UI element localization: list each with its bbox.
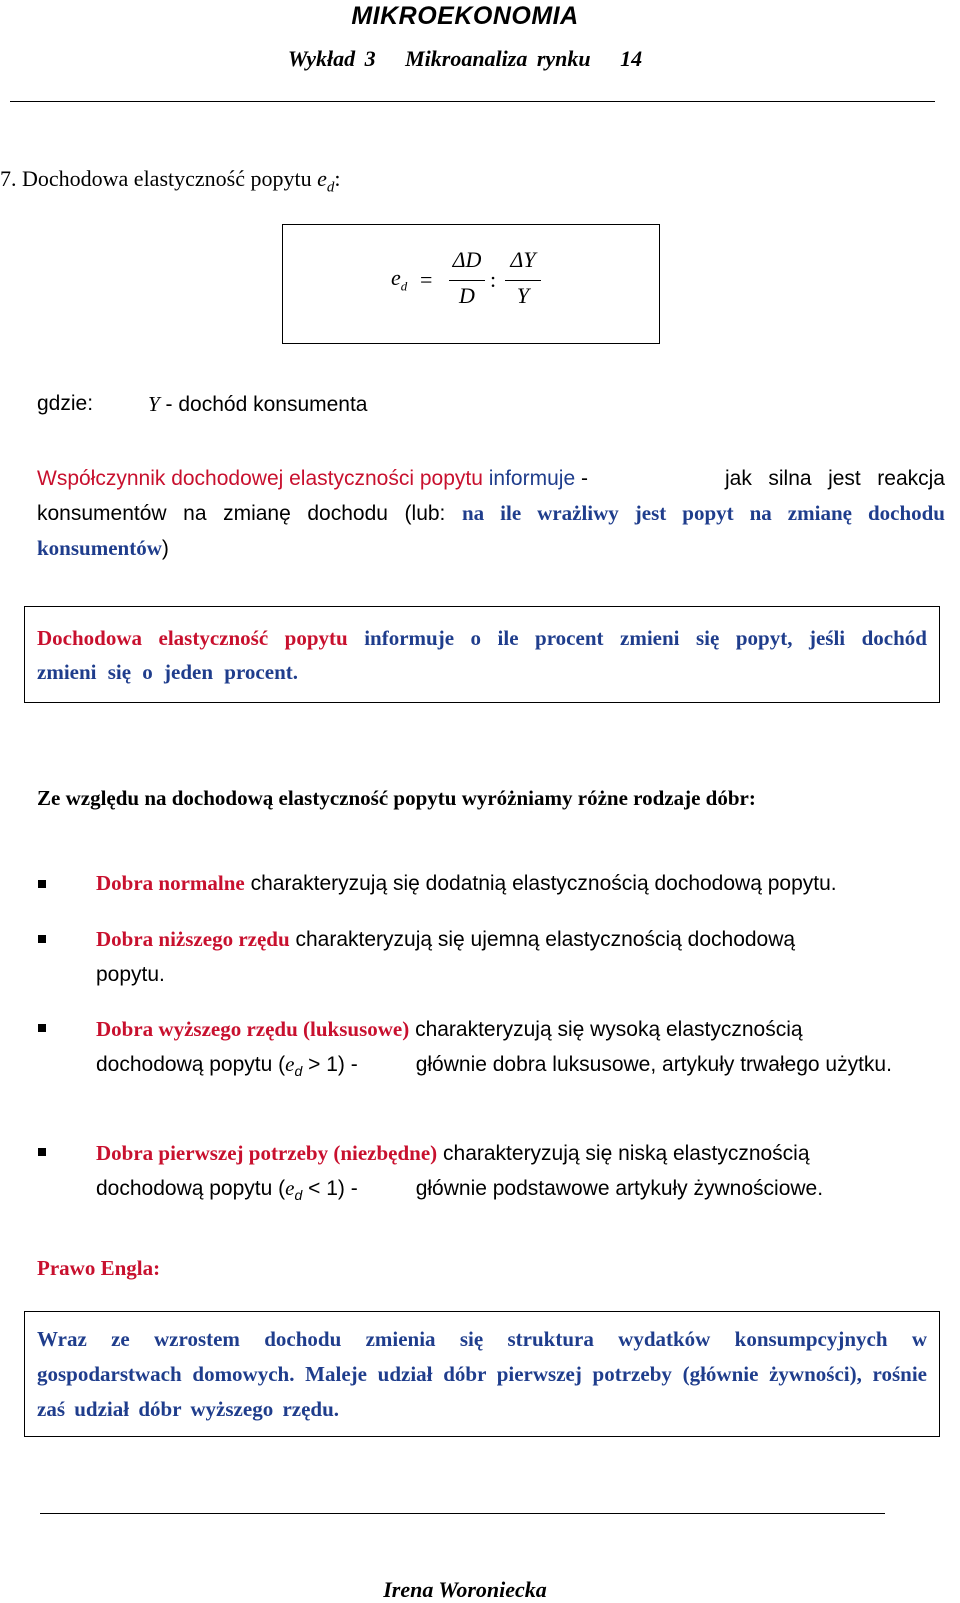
item-term: Dobra normalne xyxy=(96,871,245,895)
definition-body: informuje o ile procent zmieni się popyt, jeśli dochód zmieni się o jeden procent. xyxy=(37,626,927,684)
section-title: Dochodowa elastyczność popytu xyxy=(22,166,312,191)
formula-operator: : xyxy=(490,267,497,292)
fraction-line-1 xyxy=(449,280,485,281)
item-symbol-sub: d xyxy=(294,1063,303,1080)
formula-box xyxy=(282,224,660,344)
formula-numerator-1: ΔD xyxy=(452,247,482,272)
item-text: charakteryzują się niską elastycznością dochodową popytu ( xyxy=(96,1142,810,1200)
item-condition: > 1) - xyxy=(302,1053,358,1076)
section-symbol: e xyxy=(317,166,327,191)
item-term: Dobra niższego rzędu xyxy=(96,927,290,951)
item-text: charakteryzują się ujemną elastycznością dochodową popytu. xyxy=(96,928,796,986)
item-examples: głównie dobra luksusowe, artykuły trwałego użytku. xyxy=(415,1053,892,1076)
list-item-normal-goods xyxy=(96,866,916,901)
info-close-paren: ) xyxy=(161,537,169,560)
where-label: gdzie: xyxy=(37,392,94,415)
info-sensitivity-text: na ile wrażliwy jest popyt na zmianę dochodu konsumentów xyxy=(37,501,945,560)
informs-word: informuje xyxy=(488,467,576,490)
item-symbol-sub: d xyxy=(294,1187,303,1204)
list-item-inferior-goods xyxy=(96,922,866,992)
section-symbol-sub: d xyxy=(326,179,335,196)
coefficient-term: Współczynnik dochodowej elastyczności popytu xyxy=(37,467,483,490)
document-title: MIKROEKONOMIA xyxy=(351,2,579,30)
header-divider xyxy=(10,101,935,102)
lecture-number: Wykład 3 xyxy=(287,46,376,71)
list-item-luxury-goods xyxy=(96,1012,896,1089)
info-dash: - xyxy=(575,467,588,490)
bullet-icon xyxy=(38,1148,46,1156)
footer-divider xyxy=(40,1513,885,1514)
formula-lhs-symbol: e xyxy=(391,265,401,290)
bullet-icon xyxy=(38,935,46,943)
definition-term: Dochodowa elastyczność popytu xyxy=(37,626,348,650)
formula-lhs xyxy=(391,265,407,294)
engel-law-title: Prawo Engla: xyxy=(37,1256,161,1280)
item-term: Dobra pierwszej potrzeby (niezbędne) xyxy=(96,1141,438,1165)
engel-law-text: Wraz ze wzrostem dochodu zmienia się struktura wydatków konsumpcyjnych w gospodarstwach domowych. Maleje udział dóbr pierwszej potrzeby (głównie żywności), rośnie zaś udział dóbr wyższego rzędu. xyxy=(37,1327,927,1421)
where-definition xyxy=(148,392,367,417)
item-text: charakteryzują się wysoką elastycznością dochodową popytu ( xyxy=(96,1018,803,1076)
item-text: charakteryzują się dodatnią elastycznością dochodową popytu. xyxy=(244,872,837,895)
item-examples: głównie podstawowe artykuły żywnościowe. xyxy=(415,1177,824,1200)
item-term: Dobra wyższego rzędu (luksusowe) xyxy=(96,1017,410,1041)
info-plain-text: jak silna jest reakcja konsumentów na zmianę dochodu (lub: xyxy=(37,467,945,525)
item-symbol: e xyxy=(285,1176,295,1200)
lecture-header xyxy=(0,46,930,72)
formula-denominator-1: D xyxy=(459,283,475,308)
bullet-icon xyxy=(38,1024,46,1032)
section-colon: : xyxy=(334,166,341,191)
lecture-topic: Mikroanaliza rynku xyxy=(405,46,591,71)
bullet-icon xyxy=(38,880,46,888)
list-item-necessity-goods xyxy=(96,1136,906,1213)
formula-denominator-2: Y xyxy=(516,283,530,308)
fraction-line-2 xyxy=(505,280,541,281)
where-variable: Y xyxy=(148,392,160,416)
formula-equals: = xyxy=(420,267,433,292)
definition-text xyxy=(37,621,927,689)
author-name: Irena Woroniecka xyxy=(383,1577,547,1602)
formula-numerator-2: ΔY xyxy=(510,247,536,272)
item-condition: < 1) - xyxy=(302,1177,358,1200)
formula-lhs-sub: d xyxy=(400,278,408,294)
section-number: 7. xyxy=(0,166,17,191)
item-symbol: e xyxy=(285,1052,295,1076)
page-number: 14 xyxy=(620,46,643,71)
coefficient-explanation xyxy=(37,462,945,566)
engel-law-box xyxy=(24,1311,940,1437)
section-heading xyxy=(0,166,340,196)
goods-types-intro: Ze względu na dochodową elastyczność popytu wyróżniamy różne rodzaje dóbr: xyxy=(37,786,756,810)
definition-box xyxy=(24,606,940,703)
where-description: - dochód konsumenta xyxy=(159,393,368,416)
